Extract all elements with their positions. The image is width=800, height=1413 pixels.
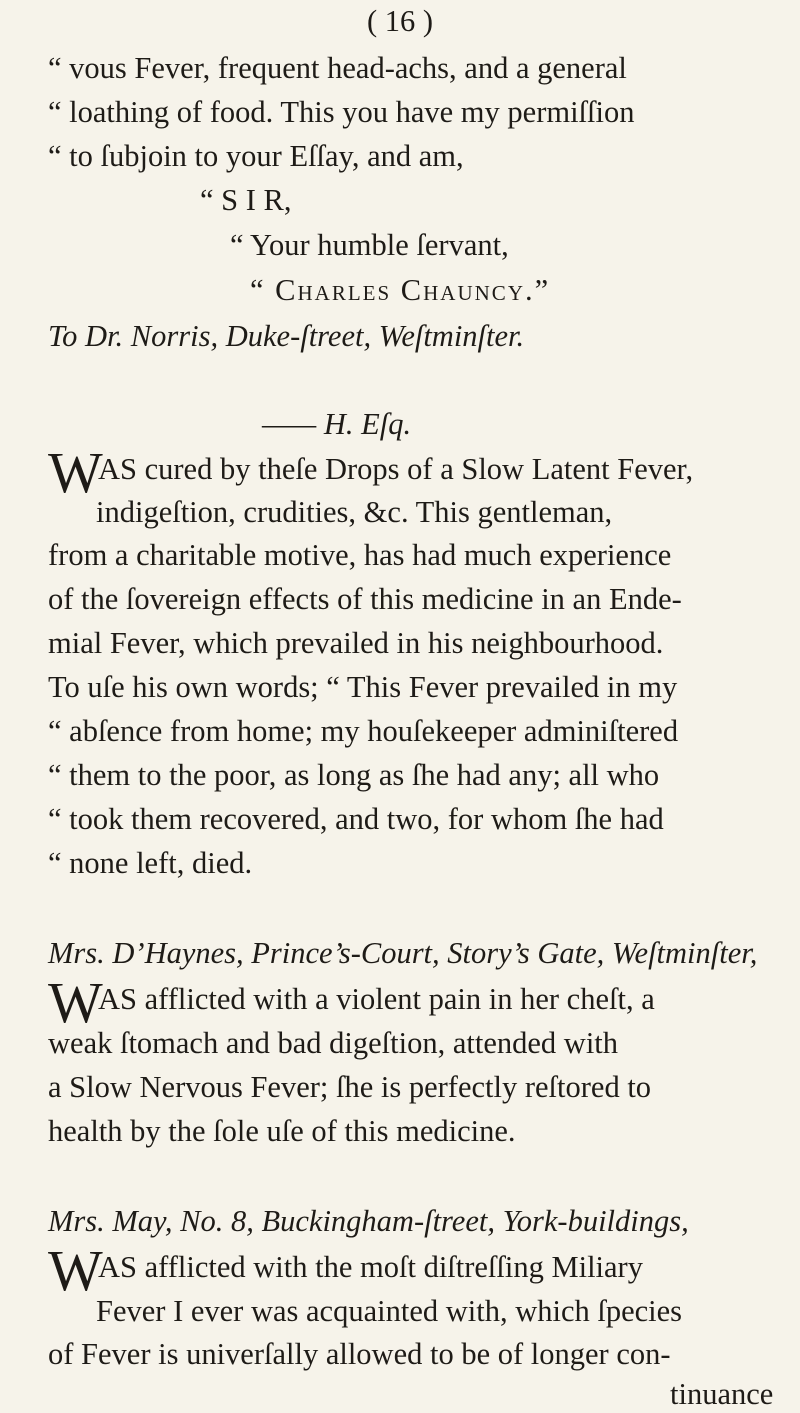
entry-heading: Mrs. May, No. 8, Buckingham-ſtreet, York-buildings,: [48, 1204, 689, 1238]
entry-line: weak ſtomach and bad digeſtion, attended with: [48, 1026, 619, 1060]
entry-line: AS afflicted with a violent pain in her cheſt, a: [98, 982, 655, 1016]
entry-line: health by the ſole uſe of this medicine.: [48, 1114, 516, 1148]
entry-line: of Fever is univerſally allowed to be of longer con-: [48, 1337, 671, 1371]
entry-line: a Slow Nervous Fever; ſhe is perfectly reſtored to: [48, 1070, 652, 1104]
address-line: To Dr. Norris, Duke-ſtreet, Weſtminſter.: [48, 319, 525, 353]
entry-line: “ them to the poor, as long as ſhe had any; all who: [48, 758, 660, 792]
catchword: tinuance: [670, 1377, 774, 1411]
signature: “ Charles Chauncy.”: [250, 273, 551, 307]
page-number-header: ( 16 ): [366, 4, 434, 38]
drop-cap: W: [48, 440, 103, 505]
entry-heading: Mrs. D’Haynes, Prince’s-Court, Story’s Gate, Weſtminſter,: [48, 936, 758, 970]
entry-line: “ none left, died.: [48, 846, 253, 880]
entry-heading: —— H. Eſq.: [262, 407, 412, 441]
entry-line: of the ſovereign effects of this medicine in an Ende-: [48, 582, 682, 616]
entry-line: “ abſence from home; my houſekeeper adminiſtered: [48, 714, 679, 748]
entry-line: AS afflicted with the moſt diſtreſſing Miliary: [98, 1250, 643, 1284]
entry-line: “ took them recovered, and two, for whom ſhe had: [48, 802, 664, 836]
entry-line: To uſe his own words; “ This Fever prevailed in my: [48, 670, 678, 704]
letter-line: “ loathing of food. This you have my permiſſion: [48, 95, 635, 129]
entry-line: mial Fever, which prevailed in his neighbourhood.: [48, 626, 664, 660]
drop-cap: W: [48, 970, 103, 1035]
letter-line: “ vous Fever, frequent head-achs, and a general: [48, 51, 627, 85]
salutation: “ S I R,: [200, 183, 292, 217]
entry-line: from a charitable motive, has had much experience: [48, 538, 672, 572]
letter-line: “ to ſubjoin to your Eſſay, and am,: [48, 139, 464, 173]
drop-cap: W: [48, 1238, 103, 1303]
entry-line: Fever I ever was acquainted with, which ſpecies: [96, 1294, 683, 1328]
entry-line: AS cured by theſe Drops of a Slow Latent Fever,: [98, 452, 694, 486]
valediction: “ Your humble ſervant,: [230, 228, 509, 262]
entry-line: indigeſtion, crudities, &c. This gentleman,: [96, 495, 613, 529]
